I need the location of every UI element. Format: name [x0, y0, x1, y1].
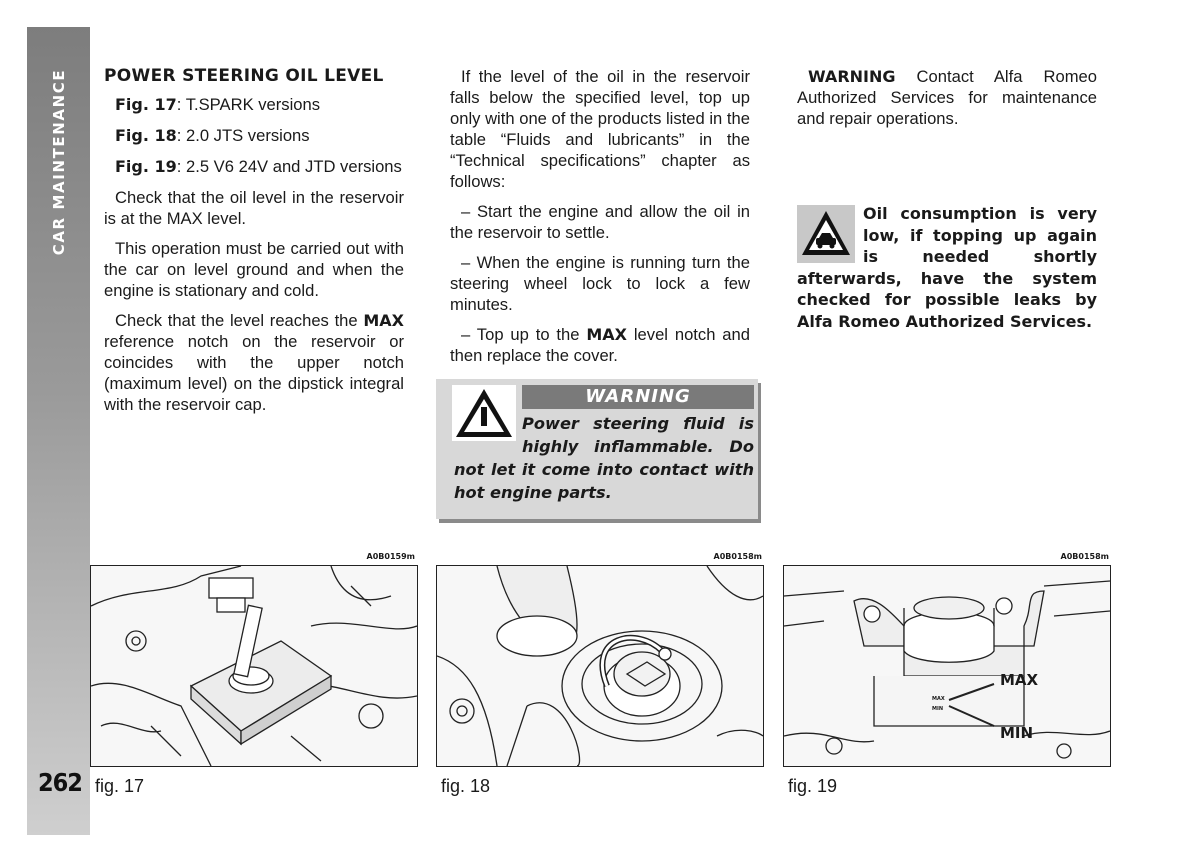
paragraph: This operation must be carried out with the car on level ground and when the engine is stationary and cold.: [104, 239, 404, 300]
warning-box: [436, 379, 758, 519]
page-number: 262: [38, 768, 82, 797]
car-warning-icon: [797, 205, 855, 263]
figure-code: A0B0158m: [713, 552, 762, 561]
column-middle: [450, 66, 750, 375]
figure-caption: fig. 17: [95, 776, 145, 796]
figure-19-illustration: [783, 565, 1111, 767]
figure-caption: fig. 19: [788, 776, 838, 796]
fig-reference: Fig. 19: 2.5 V6 24V and JTD versions: [115, 157, 402, 176]
paragraph: If the level of the oil in the reservoir falls below the specified level, top up only with one of the products listed in the table “Fluids and lubricants” in the “Technical specifications” chapter as follows:: [450, 67, 750, 191]
figure-caption: fig. 18: [441, 776, 491, 796]
min-label: MIN: [1000, 724, 1034, 742]
fig-reference: Fig. 18: 2.0 JTS versions: [115, 126, 310, 145]
warning-title: WARNING: [522, 385, 754, 409]
paragraph: – When the engine is running turn the steering wheel lock to lock a few minutes.: [450, 253, 750, 314]
figure-17-illustration: [90, 565, 418, 767]
column-right: [797, 66, 1097, 138]
figure-code: A0B0158m: [1060, 552, 1109, 561]
paragraph: WARNING Contact Alfa Romeo Authorized Services for maintenance and repair operations.: [797, 67, 1097, 128]
paragraph: – Start the engine and allow the oil in the reservoir to settle.: [450, 202, 750, 242]
section-heading: POWER STEERING OIL LEVEL: [104, 66, 384, 86]
max-label: MAX: [1000, 671, 1039, 689]
oil-consumption-note: Oil consumption is very low, if topping up again is needed shortly afterwards, have the system checked for possible leaks by Alfa Romeo Authorized Services.: [797, 204, 1097, 331]
figure-18-illustration: [436, 565, 764, 767]
figure-code: A0B0159m: [366, 552, 415, 561]
warning-text: Power steering fluid is highly inflammable. Do not let it come into contact with hot engine parts.: [454, 414, 754, 502]
reservoir-min-mark: MIN: [932, 706, 944, 712]
column-left: [104, 66, 404, 424]
paragraph: Check that the level reaches the MAX reference notch on the reservoir or coincides with the upper notch (maximum level) on the dipstick integral with the reservoir cap.: [104, 311, 404, 414]
reservoir-max-mark: MAX: [932, 696, 945, 702]
section-title: CAR MAINTENANCE: [50, 68, 68, 256]
paragraph: – Top up to the MAX level notch and then replace the cover.: [450, 325, 750, 365]
paragraph: Check that the oil level in the reservoir is at the MAX level.: [104, 188, 404, 228]
fig-reference: Fig. 17: T.SPARK versions: [115, 95, 321, 114]
